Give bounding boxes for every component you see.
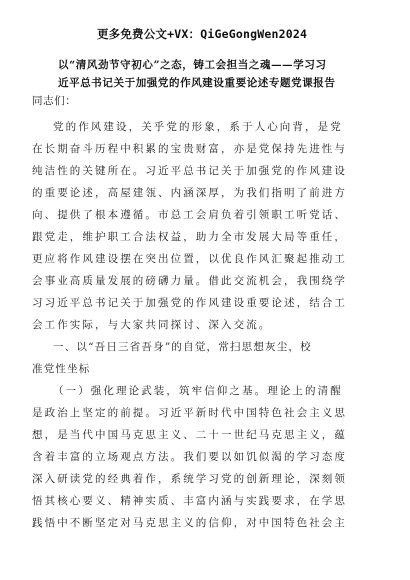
intro-paragraph — [32, 116, 372, 336]
heading-line: 准党性坐标 — [32, 363, 91, 375]
title-line: 近平总书记关于加强党的作风建设重要论述专题党课报告 — [58, 77, 336, 89]
paragraph-line: 更应将作风建设摆在突出位置，以优良作风汇聚起推动工 — [32, 253, 347, 265]
paragraph-line: 想，是当代中国马克思主义、二十一世纪马克思主义，蕴 — [32, 429, 347, 441]
section-heading-1 — [32, 336, 372, 380]
title-line: 以“清风劲节守初心”之态，铸工会担当之魂——学习习 — [58, 59, 327, 71]
paragraph-line: 在长期奋斗历程中积累的宝贵财富，亦是党保持先进性与 — [32, 143, 347, 155]
document-title — [32, 56, 372, 92]
heading-line: 一、以“吾日三省吾身”的自觉，常扫思想灰尘，校 — [53, 341, 312, 353]
paragraph-line: 会事业高质量发展的磅礴力量。借此交流机会，我围绕学 — [32, 275, 347, 287]
paragraph-line: 的重要论述，高屋建瓴、内涵深厚，为我们指明了前进方 — [32, 187, 347, 199]
paragraph-line: 党的作风建设，关乎党的形象，系于人心向背，是党 — [53, 121, 343, 133]
paragraph-line: 是政治上坚定的前提。习近平新时代中国特色社会主义思 — [32, 407, 347, 419]
salutation: 同志们： — [32, 95, 77, 107]
paragraph-line: 向、提供了根本遵循。市总工会肩负着引领职工听党话、 — [32, 209, 347, 221]
paragraph-line: 纯洁性的关键所在。习近平总书记关于加强党的作风建设 — [32, 165, 347, 177]
paragraph-line: 跟党走，维护职工合法权益，助力全市发展大局等重任， — [32, 231, 347, 243]
subsection-paragraph-1 — [32, 380, 372, 534]
paragraph-line: 含着丰富的立场观点方法。我们要以如饥似渴的学习态度 — [32, 451, 347, 463]
paragraph-line: 践悟中不断坚定对马克思主义的信仰，对中国特色社会主 — [32, 517, 347, 529]
paragraph-line: （一）强化理论武装，筑牢信仰之基。理论上的清醒 — [53, 385, 343, 397]
paragraph-line: 习习近平总书记关于加强党的作风建设重要论述，结合工 — [32, 297, 347, 309]
promo-header: 更多免费公文+VX：QiGeGongWen2024 — [96, 27, 308, 41]
paragraph-line: 会工作实际，与大家共同探讨、深入交流。 — [32, 319, 272, 331]
paragraph-line: 深入研读党的经典着作，系统学习党的创新理论，深刻领 — [32, 473, 347, 485]
paragraph-line: 悟其核心要义、精神实质、丰富内涵与实践要求，在学思 — [32, 495, 347, 507]
